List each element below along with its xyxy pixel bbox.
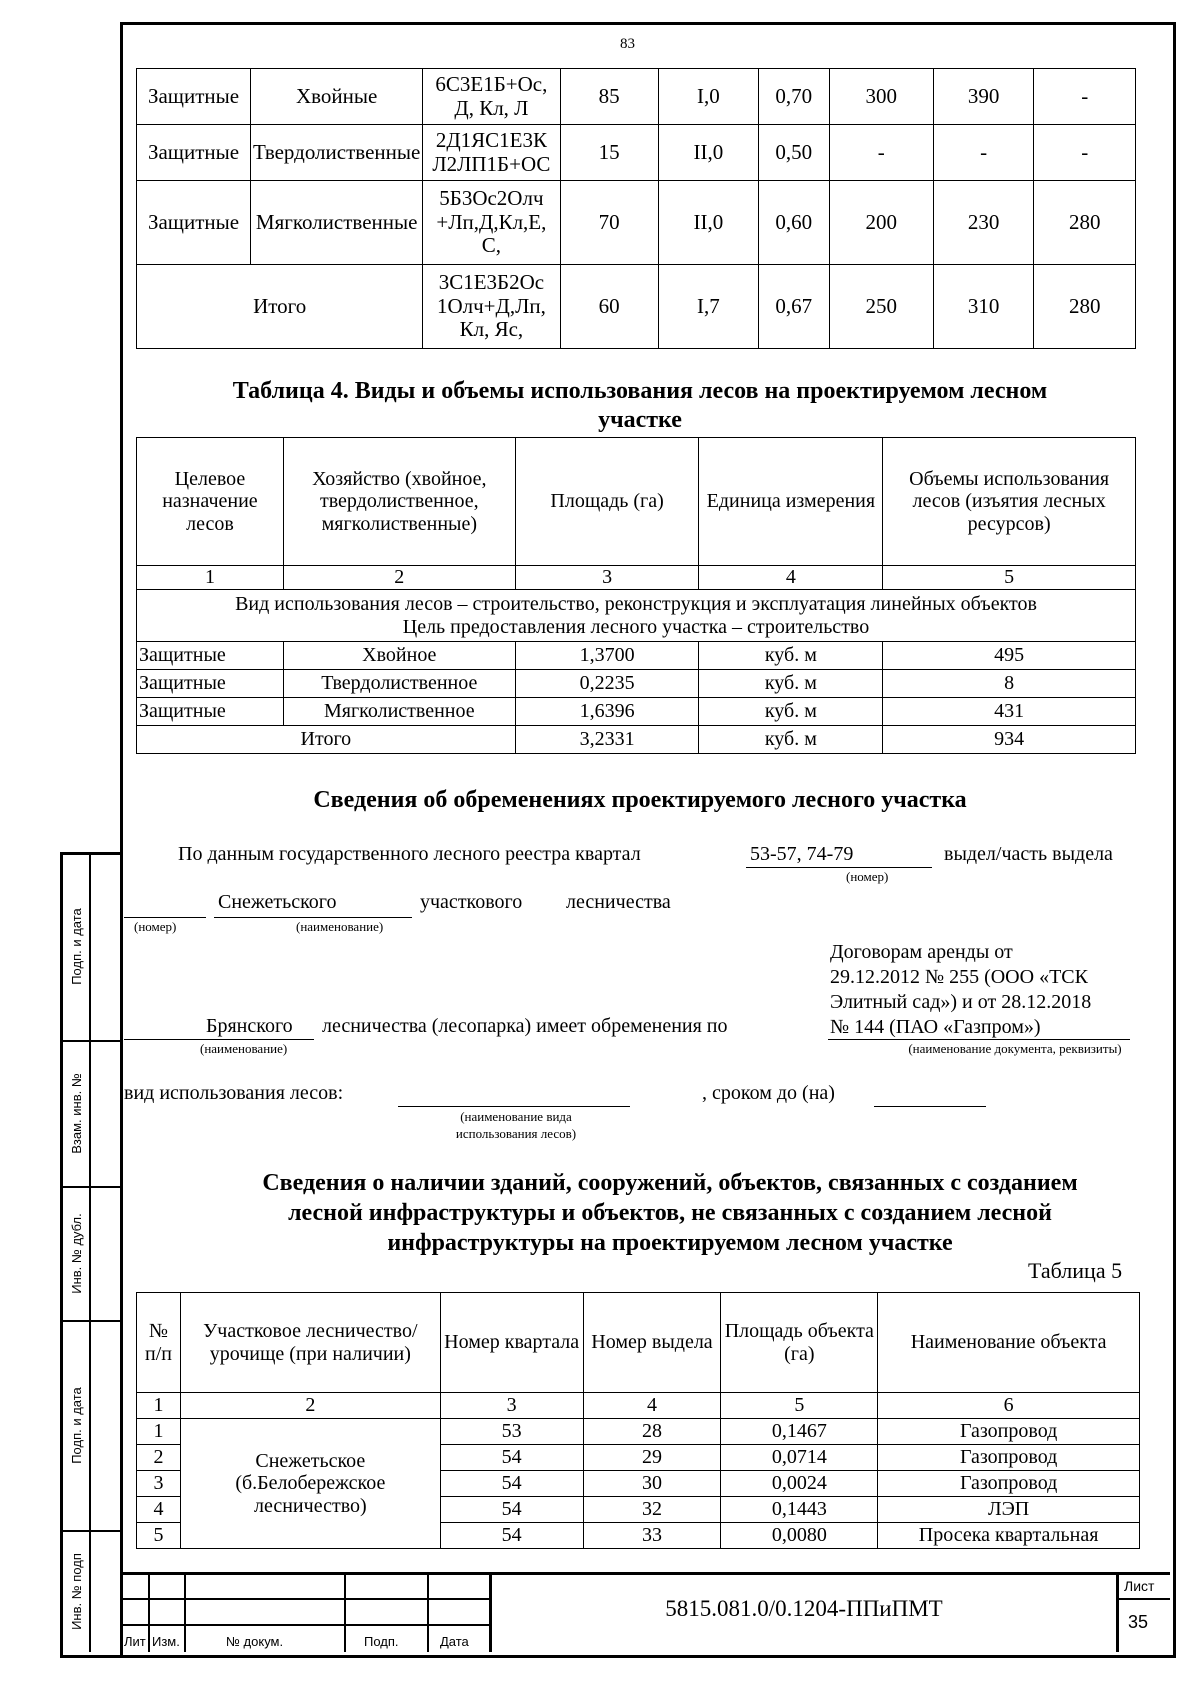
table-row: 4 54 32 0,1443 ЛЭП [137,1497,1140,1523]
table-row: 3 54 30 0,0024 Газопровод [137,1471,1140,1497]
table-total-row: Итого 3С1Е3Б2Ос 1Олч+Д,Лп, Кл, Яс, 60 I,7 0,67 250 310 280 [137,265,1136,349]
side-label-sign-date: Подп. и дата [68,907,84,985]
district-value: Снежетьского [218,891,337,913]
side-label-replace-inv: Взам. инв. № [68,1072,84,1154]
encumbrances-title: Сведения об обременениях проектируемого лесного участка [313,787,967,813]
section5-title: Сведения о наличии зданий, сооружений, объектов, связанных с созданием лесной инфраструктуры и объектов, не связанных с созданием лесной инфраструктуры на проектируемом лесном участке [262,1170,1078,1256]
side-label-sign-date-2: Подп. и дата [68,1386,84,1464]
side-label-dup-inv: Инв. № дубл. [68,1212,84,1294]
page-number: 83 [620,36,635,52]
table-row: Защитные Твердолиственные 2Д1ЯС1Е3К Л2ЛП1Б+ОС 15 II,0 0,50 - - - [137,125,1136,181]
table4: Целевое назначение лесов Хозяйство (хвойное, твердолиственное, мягколиственные) Площадь (га) Единица измерения Объемы использования лесов (изъятия лесных ресурсов) 1 2 3 4 5 Вид использования лесов – строительство, реконструкция и эксплуатация линейных объектов Цель предоставления лесного участка – строительство Защитные Хвойное 1,3700 куб. м 495 Защитные Твердолиственное 0,2235 куб. м 8 Защитные Мягколиственное 1,6396 куб. м 431 Итого 3,2331 куб. м 934 [136,437,1136,754]
table-row: 1 Снежетьское (б.Белобережское лесничество) 53 28 0,1467 Газопровод [137,1419,1140,1445]
table-row: 2 54 29 0,0714 Газопровод [137,1445,1140,1471]
table-row: Защитные Мягколиственные 5Б3Ос2Олч +Лп,Д,Кл,Е, С, 70 II,0 0,60 200 230 280 [137,181,1136,265]
side-label-orig-inv: Инв. № подп [68,1552,84,1630]
table5-label: Таблица 5 [1028,1258,1123,1283]
table-total-row: Итого 3,2331 куб. м 934 [137,726,1136,754]
table-row: Защитные Хвойное 1,3700 куб. м 495 [137,642,1136,670]
kvartal-value: 53-57, 74-79 [750,843,854,865]
table-row: Защитные Хвойные 6С3Е1Б+Ос, Д, Кл, Л 85 I,0 0,70 300 390 - [137,69,1136,125]
table-row: 5 54 33 0,0080 Просека квартальная [137,1523,1140,1549]
table5-body: № п/п Участковое лесничество/ урочище (при наличии) Номер квартала Номер выдела Площадь объекта (га) Наименование объекта 1 2 3 4 5 6 1 Снежетьское (б.Белобережское лесничество) 53 28 0,1467 Газопровод 2 54 29 0,0714 Газопровод 3 54 30 0,0024 Газопровод 4 54 32 0,1443 ЛЭП 5 54 33 0,0080 Просека квартальная [136,1292,1140,1549]
contract-text: Договорам аренды от 29.12.2012 № 255 (ООО «ТСК Элитный сад») и от 28.12.2018 № 144 (ПАО «Газпром») [830,941,1092,1038]
sheet-number: 35 [1128,1612,1149,1632]
table-row: Защитные Твердолиственное 0,2235 куб. м 8 [137,670,1136,698]
doc-code: 5815.081.0/0.1204-ППиПМТ [665,1596,943,1621]
table-row: Защитные Мягколиственное 1,6396 куб. м 431 [137,698,1136,726]
table3-continuation [136,68,1136,349]
table4-title: Таблица 4. Виды и объемы использования лесов на проектируемом лесном участке [232,378,1048,433]
forestry-value: Брянского [206,1015,293,1037]
